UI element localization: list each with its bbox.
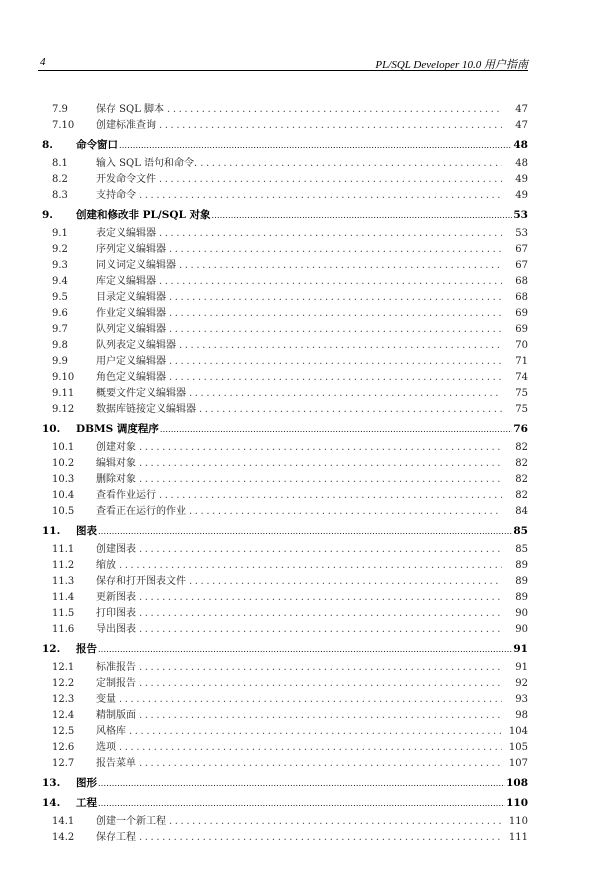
toc-chapter-entry[interactable] [42,206,528,224]
toc-entry-number: 9.9 [52,356,68,367]
toc-entry-page: 85 [513,525,528,537]
toc-chapter-entry[interactable] [42,136,528,154]
toc-dot-leader [200,156,502,172]
toc-section-entry[interactable] [42,814,528,830]
toc-entry-number: 12.2 [52,678,75,689]
toc-entry-label: 库定义编辑器 [96,276,156,287]
toc-section-entry[interactable] [42,156,528,172]
toc-entry-label: 创建标准查询 [96,120,156,131]
toc-entry-label: 报告 [76,643,97,655]
toc-section-entry[interactable] [42,590,528,606]
toc-section-entry[interactable] [42,290,528,306]
toc-entry-number: 14.1 [52,816,75,827]
toc-dot-leader [98,795,505,812]
toc-entry-label: 队列定义编辑器 [96,324,166,335]
toc-section-entry[interactable] [42,830,528,846]
toc-section-entry[interactable] [42,542,528,558]
toc-section-entry[interactable] [42,402,528,418]
toc-entry-label: 图表 [76,525,97,537]
toc-section-entry[interactable] [42,306,528,322]
toc-dot-leader [167,102,502,118]
toc-entry-number: 9.11 [52,388,75,399]
toc-entry-number: 10.2 [52,458,75,469]
toc-dot-leader [189,504,502,520]
toc-entry-page: 90 [515,608,528,619]
toc-dot-leader [98,775,505,792]
toc-section-entry[interactable] [42,370,528,386]
toc-section-entry[interactable] [42,172,528,188]
toc-entry-number: 8. [42,139,53,151]
toc-entry-page: 69 [515,324,528,335]
toc-entry-number: 9.10 [52,372,75,383]
toc-entry-number: 13. [42,777,61,789]
toc-entry-label: 创建一个新工程 [96,816,166,827]
toc-entry-number: 9. [42,209,53,221]
toc-entry-page: 70 [515,340,528,351]
toc-dot-leader [169,306,502,322]
toc-entry-number: 11.6 [52,624,75,635]
toc-entry-label: 目录定义编辑器 [96,292,166,303]
toc-entry-page: 71 [515,356,528,367]
toc-section-entry[interactable] [42,660,528,676]
toc-dot-leader [139,440,502,456]
toc-entry-number: 10. [42,423,61,435]
toc-entry-page: 104 [508,726,528,737]
toc-entry-page: 49 [515,174,528,185]
toc-entry-number: 12.3 [52,694,75,705]
toc-entry-number: 9.4 [52,276,68,287]
toc-dot-leader [139,590,502,606]
toc-entry-number: 11.2 [52,560,75,571]
toc-entry-number: 9.1 [52,228,68,239]
toc-entry-number: 10.4 [52,490,75,501]
toc-entry-number: 12.5 [52,726,75,737]
toc-section-entry[interactable] [42,676,528,692]
toc-entry-page: 105 [508,742,528,753]
toc-entry-page: 82 [515,474,528,485]
toc-entry-number: 8.2 [52,174,68,185]
toc-entry-page: 108 [506,777,528,789]
toc-section-entry[interactable] [42,692,528,708]
toc-entry-page: 53 [513,209,528,221]
toc-section-entry[interactable] [42,504,528,520]
toc-entry-page: 111 [508,832,528,843]
toc-dot-leader [139,456,502,472]
toc-entry-number: 12.1 [52,662,75,673]
toc-entry-number: 9.5 [52,292,68,303]
toc-entry-page: 98 [515,710,528,721]
toc-section-entry[interactable] [42,188,528,204]
toc-entry-page: 89 [515,576,528,587]
toc-dot-leader [139,756,502,772]
toc-entry-label: 编辑对象 [96,458,136,469]
toc-entry-number: 12.6 [52,742,75,753]
toc-entry-page: 92 [515,678,528,689]
toc-entry-number: 9.12 [52,404,75,415]
toc-entry-label: 创建图表 [96,544,136,555]
toc-entry-label: 命令窗口 [76,139,118,151]
toc-entry-page: 68 [515,292,528,303]
toc-entry-page: 68 [515,276,528,287]
toc-entry-label: 用户定义编辑器 [96,356,166,367]
toc-entry-label: 支持命令 [96,190,136,201]
toc-entry-page: 89 [515,560,528,571]
toc-entry-page: 90 [515,624,528,635]
toc-dot-leader [139,830,502,846]
toc-section-entry[interactable] [42,258,528,274]
toc-dot-leader [129,724,502,740]
toc-entry-label: 标准报告 [96,662,136,673]
toc-entry-number: 10.5 [52,506,75,517]
toc-entry-number: 9.7 [52,324,68,335]
toc-entry-label: 查看作业运行 [96,490,156,501]
toc-dot-leader [119,558,502,574]
toc-entry-label: 角色定义编辑器 [96,372,166,383]
toc-dot-leader [139,606,502,622]
toc-entry-number: 12.7 [52,758,75,769]
toc-section-entry[interactable] [42,338,528,354]
toc-section-entry[interactable] [42,386,528,402]
toc-entry-label: 精制版面 [96,710,136,721]
toc-entry-label: 保存工程 [96,832,136,843]
toc-entry-page: 74 [515,372,528,383]
toc-entry-page: 48 [513,139,528,151]
toc-entry-label: 风格库 [96,726,126,737]
toc-entry-label: 保存 SQL 脚本 [96,104,165,115]
toc-entry-page: 49 [515,190,528,201]
toc-entry-page: 84 [515,506,528,517]
toc-entry-number: 10.3 [52,474,75,485]
toc-entry-page: 67 [515,244,528,255]
toc-dot-leader [139,622,502,638]
toc-entry-label: 创建对象 [96,442,136,453]
toc-entry-label: 队列表定义编辑器 [96,340,176,351]
toc-entry-page: 82 [515,442,528,453]
toc-dot-leader [139,472,502,488]
toc-entry-number: 11.4 [52,592,75,603]
toc-entry-number: 11.1 [52,544,75,555]
toc-section-entry[interactable] [42,488,528,504]
toc-entry-label: 创建和修改非 PL/SQL 对象 [76,209,211,221]
toc-entry-label: 导出图表 [96,624,136,635]
toc-entry-number: 11. [42,525,61,537]
toc-chapter-entry[interactable] [42,774,528,792]
toc-section-entry[interactable] [42,756,528,772]
toc-section-entry[interactable] [42,354,528,370]
toc-dot-leader [139,660,502,676]
toc-dot-leader [169,370,502,386]
toc-entry-label: 查看正在运行的作业 [96,506,186,517]
toc-dot-leader [160,421,513,438]
toc-entry-label: 输入 SQL 语句和命令. [96,158,198,169]
toc-entry-number: 12. [42,643,61,655]
toc-section-entry[interactable] [42,622,528,638]
toc-dot-leader [189,574,502,590]
toc-dot-leader [159,274,502,290]
toc-dot-leader [179,338,502,354]
toc-entry-number: 9.3 [52,260,68,271]
toc-dot-leader [139,542,502,558]
toc-entry-number: 9.8 [52,340,68,351]
toc-dot-leader [169,322,502,338]
document-title: PL/SQL Developer 10.0 用户指南 [375,59,528,71]
toc-dot-leader [119,740,502,756]
toc-entry-label: 数据库链接定义编辑器 [96,404,196,415]
toc-entry-page: 107 [508,758,528,769]
page-header [38,54,528,71]
toc-entry-number: 7.10 [52,120,75,131]
toc-entry-page: 110 [508,816,528,827]
toc-chapter-entry[interactable] [42,420,528,438]
toc-entry-number: 11.5 [52,608,75,619]
toc-section-entry[interactable] [42,708,528,724]
toc-dot-leader [199,402,502,418]
toc-entry-number: 7.9 [52,104,68,115]
toc-section-entry[interactable] [42,574,528,590]
toc-entry-page: 91 [513,643,528,655]
toc-entry-page: 47 [515,104,528,115]
toc-section-entry[interactable] [42,740,528,756]
toc-entry-page: 89 [515,592,528,603]
toc-entry-label: 打印图表 [96,608,136,619]
toc-dot-leader [98,641,512,658]
toc-section-entry[interactable] [42,558,528,574]
toc-entry-number: 11.3 [52,576,75,587]
toc-entry-page: 53 [515,228,528,239]
toc-entry-number: 14.2 [52,832,75,843]
toc-entry-page: 91 [515,662,528,673]
toc-entry-page: 82 [515,458,528,469]
toc-chapter-entry[interactable] [42,522,528,540]
toc-dot-leader [179,258,502,274]
toc-dot-leader [169,354,502,370]
toc-entry-label: 删除对象 [96,474,136,485]
toc-dot-leader [119,137,512,154]
toc-entry-page: 75 [515,388,528,399]
toc-entry-number: 9.2 [52,244,68,255]
toc-entry-label: 概要文件定义编辑器 [96,388,186,399]
page-number: 4 [40,56,46,68]
toc-entry-label: 开发命令文件 [96,174,156,185]
toc-section-entry[interactable] [42,606,528,622]
toc-dot-leader [139,676,502,692]
toc-dot-leader [139,708,502,724]
toc-entry-number: 8.1 [52,158,68,169]
toc-dot-leader [119,692,502,708]
toc-section-entry[interactable] [42,118,528,134]
toc-dot-leader [159,226,502,242]
toc-dot-leader [189,386,502,402]
toc-entry-number: 12.4 [52,710,75,721]
toc-section-entry[interactable] [42,322,528,338]
toc-entry-label: 选项 [96,742,116,753]
toc-entry-page: 76 [513,423,528,435]
toc-entry-number: 9.6 [52,308,68,319]
toc-chapter-entry[interactable] [42,794,528,812]
toc-entry-label: 工程 [76,797,97,809]
toc-entry-page: 67 [515,260,528,271]
toc-entry-page: 47 [515,120,528,131]
toc-dot-leader [212,207,513,224]
table-of-contents [42,102,528,846]
toc-entry-label: 表定义编辑器 [96,228,156,239]
toc-dot-leader [159,172,502,188]
toc-section-entry[interactable] [42,724,528,740]
toc-section-entry[interactable] [42,440,528,456]
toc-entry-label: 定制报告 [96,678,136,689]
toc-entry-label: DBMS 调度程序 [76,423,159,435]
toc-entry-label: 报告菜单 [96,758,136,769]
toc-entry-page: 48 [515,158,528,169]
toc-entry-page: 69 [515,308,528,319]
toc-dot-leader [169,242,502,258]
toc-entry-label: 变量 [96,694,116,705]
toc-section-entry[interactable] [42,226,528,242]
toc-chapter-entry[interactable] [42,640,528,658]
toc-section-entry[interactable] [42,242,528,258]
toc-entry-page: 75 [515,404,528,415]
toc-section-entry[interactable] [42,102,528,118]
toc-entry-page: 82 [515,490,528,501]
toc-dot-leader [98,523,512,540]
toc-entry-number: 10.1 [52,442,75,453]
toc-entry-label: 同义词定义编辑器 [96,260,176,271]
toc-dot-leader [139,188,502,204]
toc-entry-page: 85 [515,544,528,555]
toc-entry-number: 14. [42,797,61,809]
toc-section-entry[interactable] [42,274,528,290]
toc-section-entry[interactable] [42,456,528,472]
toc-entry-label: 缩放 [96,560,116,571]
toc-entry-page: 110 [506,797,528,809]
toc-entry-label: 序列定义编辑器 [96,244,166,255]
toc-entry-page: 93 [515,694,528,705]
toc-dot-leader [169,290,502,306]
toc-dot-leader [169,814,502,830]
toc-entry-label: 更新图表 [96,592,136,603]
toc-entry-label: 图形 [76,777,97,789]
toc-dot-leader [159,488,502,504]
toc-section-entry[interactable] [42,472,528,488]
toc-entry-number: 8.3 [52,190,68,201]
toc-entry-label: 保存和打开图表文件 [96,576,186,587]
toc-dot-leader [159,118,502,134]
toc-entry-label: 作业定义编辑器 [96,308,166,319]
